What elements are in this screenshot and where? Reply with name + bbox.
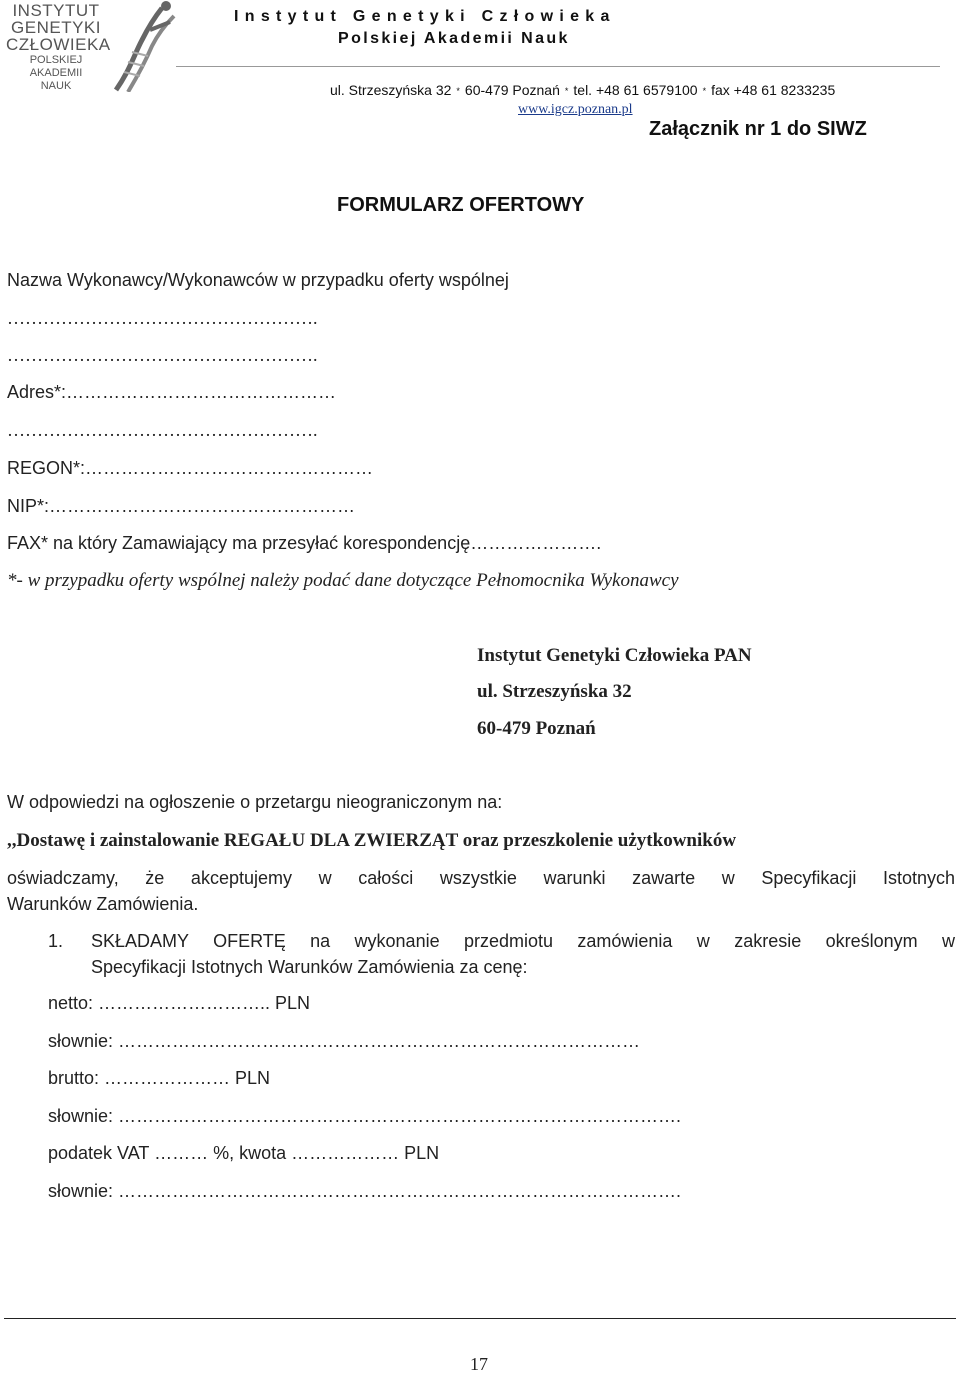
footnote: *- w przypadku oferty wspólnej należy podać dane dotyczące Pełnomocnika Wykonawcy: [7, 570, 679, 591]
recipient-city: 60-479 Poznań: [477, 718, 596, 739]
separator-star: *: [564, 86, 569, 96]
separator-star: *: [702, 86, 707, 96]
vat-in-words-field[interactable]: słownie: ………………………………………………………………………………….: [48, 1181, 682, 1201]
footer-divider: [4, 1318, 956, 1319]
intro-text: W odpowiedzi na ogłoszenie o przetargu nieograniczonym na:: [7, 792, 503, 812]
academy-name: Polskiej Akademii Nauk: [338, 30, 570, 47]
declaration-line-2: Warunków Zamówienia.: [7, 894, 199, 914]
website-link[interactable]: www.igcz.poznan.pl: [518, 102, 633, 117]
logo-line-6: NAUK: [40, 80, 72, 92]
nip-field[interactable]: NIP*:……………………………………………: [7, 496, 356, 516]
logo-line-1: INSTYTUT: [12, 1, 100, 20]
form-title: FORMULARZ OFERTOWY: [337, 194, 585, 216]
brutto-field[interactable]: brutto: ………………… PLN: [48, 1068, 271, 1088]
item-1-line-1: SKŁADAMY OFERTĘ na wykonanie przedmiotu zamówienia w zakresie określonym w: [91, 931, 955, 951]
contractor-name-field-2[interactable]: …………………………………………….: [7, 345, 318, 365]
recipient-name: Instytut Genetyki Człowieka PAN: [477, 645, 752, 666]
item-1-number: 1.: [48, 931, 64, 951]
phone-number: tel. +48 61 6579100: [573, 82, 698, 98]
logo-line-5: AKADEMII: [29, 67, 83, 79]
address-city: 60-479 Poznań: [464, 82, 560, 98]
brutto-in-words-field[interactable]: słownie: ………………………………………………………………………………….: [48, 1106, 682, 1126]
fax-field[interactable]: FAX* na który Zamawiający ma przesyłać korespondencję………………….: [7, 533, 602, 553]
netto-in-words-field[interactable]: słownie: ……………………………………………………………………………: [48, 1031, 641, 1051]
address-field-2[interactable]: …………………………………………….: [7, 420, 318, 440]
contractor-name-field[interactable]: …………………………………………….: [7, 308, 318, 328]
vat-field[interactable]: podatek VAT ……… %, kwota ……………… PLN: [48, 1143, 440, 1163]
header-divider: [176, 66, 940, 67]
header-contact-line: [330, 82, 835, 98]
logo-line-2: GENETYKI: [11, 18, 101, 37]
address-street: ul. Strzeszyńska 32: [330, 82, 452, 98]
logo-line-4: POLSKIEJ: [29, 54, 83, 66]
page-number: 17: [470, 1354, 488, 1374]
institute-logo-text: [6, 1, 111, 92]
separator-star: *: [456, 86, 460, 96]
netto-field[interactable]: netto: ……………………….. PLN: [48, 993, 311, 1013]
dna-figure-logo-icon: [110, 0, 178, 92]
contractor-name-label: Nazwa Wykonawcy/Wykonawców w przypadku oferty wspólnej: [7, 270, 509, 290]
tender-subject: ,,Dostawę i zainstalowanie REGAŁU DLA ZWIERZĄT oraz przeszkolenie użytkowników: [7, 830, 737, 851]
recipient-street: ul. Strzeszyńska 32: [477, 681, 632, 702]
logo-line-3: CZŁOWIEKA: [6, 35, 111, 54]
item-1-line-2: Specyfikacji Istotnych Warunków Zamówienia za cenę:: [91, 957, 528, 977]
declaration-line-1: oświadczamy, że akceptujemy w całości wszystkie warunki zawarte w Specyfikacji Istotnych: [7, 868, 955, 888]
annex-label: Załącznik nr 1 do SIWZ: [649, 118, 867, 140]
address-field[interactable]: Adres*:………………………………………: [7, 382, 337, 402]
regon-field[interactable]: REGON*:…………………………………………: [7, 458, 374, 478]
fax-number: fax +48 61 8233235: [711, 82, 836, 98]
institute-name: Instytut Genetyki Człowieka: [234, 8, 616, 25]
